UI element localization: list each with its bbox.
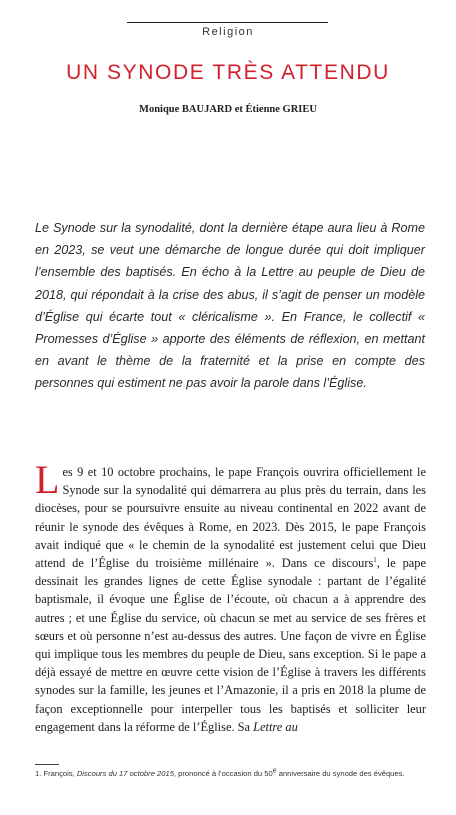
article-authors: Monique BAUJARD et Étienne GRIEU — [139, 104, 317, 115]
footnote-author: François, — [43, 769, 75, 778]
footnote-rule — [35, 764, 59, 765]
article-abstract: Le Synode sur la synodalité, dont la dernière étape aura lieu à Rome en 2023, se veut une démarche de longue durée qui doit impliquer l’ensemble des baptisés. En écho à la Lettre au peuple de Dieu de 2018, qui répondait à la crise des abus, il s’agit de penser un modèle d’Église qui écarte tout « cléricalisme ». En France, le collectif « Promesses d’Église » apporte des éléments de réflexion, en mettant en avant le thème de la fraternité et la prise en compte des personnes qui estiment ne pas avoir la parole dans l’Église. — [35, 221, 425, 391]
footnote-work: Discours du 17 octobre 2015 — [76, 769, 174, 778]
footnote-reference[interactable]: 1 — [373, 555, 377, 564]
footnote — [35, 769, 426, 779]
footnote-superscript: e — [272, 767, 277, 775]
header-rule — [127, 22, 328, 23]
body-text-italic-tail: Lettre au — [253, 719, 298, 734]
footnote-text-a: , prononcé à l’occasion du 50 — [173, 769, 273, 778]
footnote-text-b: anniversaire du synode des évêques. — [276, 769, 405, 778]
article-title: UN SYNODE TRÈS ATTENDU — [66, 61, 390, 84]
article-body — [35, 457, 427, 736]
body-text-part2: , le pape dessinait les grandes lignes de cette Église synodale : partant de l’égalité baptismale, il évoque une Église de l’écoute, où chacun a à apprendre des autres ; et une Église du service, où chacun se met au service de ses frères et sœurs et où personne n’est au-dessus des autres. Une façon de vivre en Église qui implique tous les membres du peuple de Dieu, sans exception. Si le pape a déjà essayé de mettre en œuvre cette vision de l’Église à travers les différents synodes sur la famille, les jeunes et l’Amazonie, il a pris en 2018 la plume de façon exceptionnelle pour interpeller tous les baptisés et solliciter leur engagement dans la réforme de l’Église. Sa — [35, 556, 427, 734]
body-text-part1: es 9 et 10 octobre prochains, le pape François ouvrira officiellement le Synode sur la synodalité qui démarrera au plus près du terrain, dans les diocèses, pour se poursuivre ensuite au niveau continental en 2022 avant de réunir le synode des évêques à Rome, en 2023. Dès 2015, le pape François avait indiqué que « le chemin de la synodalité est justement celui que Dieu attend de l’Église du troisième millénaire ». Dans ce discours — [35, 465, 426, 571]
footnote-number: 1. — [35, 769, 42, 778]
drop-cap: L — [35, 457, 60, 502]
section-label: Religion — [202, 26, 254, 38]
